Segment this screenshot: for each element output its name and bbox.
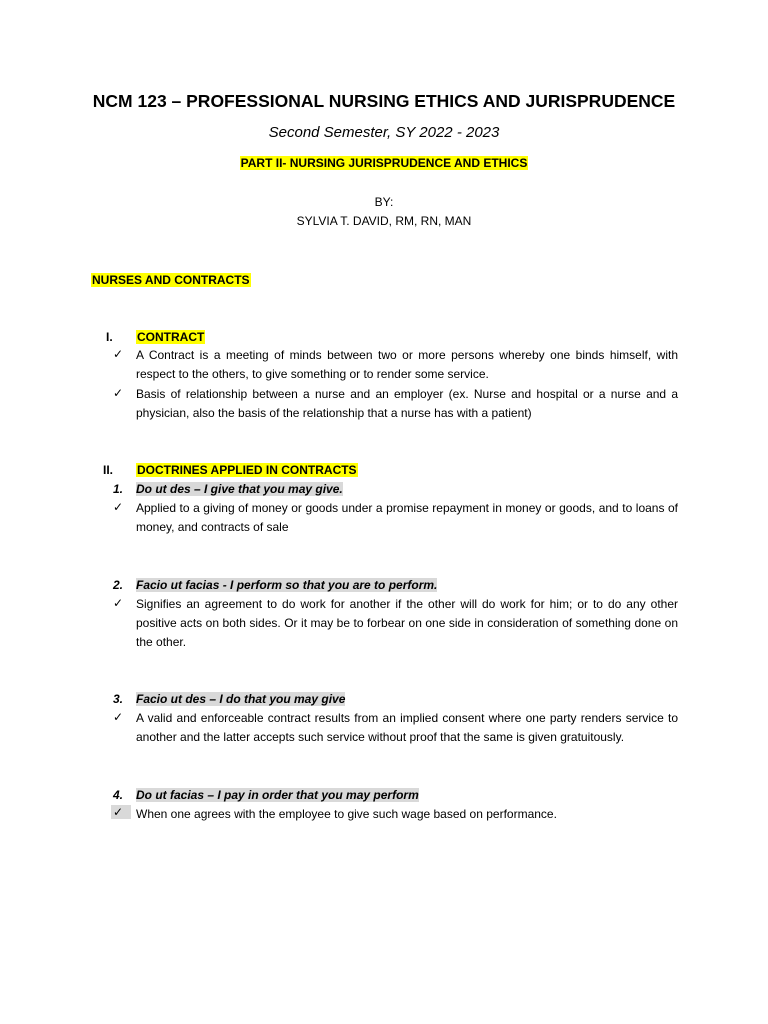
- doctrine-title-1: [136, 480, 343, 499]
- contract-numeral: I.: [106, 330, 113, 344]
- doctrine-text-1: Applied to a giving of money or goods under a promise repayment in money or goods, and to loans of money, and contracts of sale: [136, 501, 678, 534]
- doctrine-title-2-text: Facio ut facias - I perform so that you are to perform.: [136, 578, 438, 592]
- check-icon: ✓: [113, 386, 124, 400]
- doctrines-heading: [136, 461, 358, 480]
- check-icon: ✓: [113, 500, 124, 514]
- doctrine-title-4: [136, 786, 419, 805]
- doctrines-heading-text: DOCTRINES APPLIED IN CONTRACTS: [137, 463, 357, 477]
- contract-bullet-2: Basis of relationship between a nurse and an employer (ex. Nurse and hospital or a nurse and a physician, also the basis of the relationship that a nurse has with a patient): [136, 387, 678, 420]
- doctrine-num-2: 2.: [113, 578, 124, 592]
- doctrine-title-4-text: Do ut facias – I pay in order that you may perform: [136, 788, 419, 802]
- doctrine-num-3: 3.: [113, 692, 124, 706]
- contract-heading-text: CONTRACT: [137, 330, 205, 344]
- doctrine-title-1-text: Do ut des – I give that you may give.: [136, 482, 343, 496]
- check-icon: ✓: [113, 710, 124, 724]
- section-heading-text: NURSES AND CONTRACTS: [92, 273, 250, 287]
- contract-heading: [136, 328, 205, 347]
- doctrine-title-3: [136, 690, 345, 709]
- check-icon: ✓: [111, 805, 131, 819]
- check-icon: ✓: [113, 596, 124, 610]
- check-icon: ✓: [113, 347, 124, 361]
- document-subtitle: Second Semester, SY 2022 - 2023: [268, 124, 500, 141]
- doctrine-title-2: [136, 576, 437, 595]
- part-heading: [0, 156, 768, 170]
- doctrine-title-3-text: Facio ut des – I do that you may give: [136, 692, 346, 706]
- contract-bullet-1: A Contract is a meeting of minds between two or more persons whereby one binds himself, with respect to the others, to give something or to render some service.: [136, 348, 678, 381]
- doctrines-numeral: II.: [103, 463, 114, 477]
- doctrine-text-3: A valid and enforceable contract results from an implied consent where one party renders service to another and the latter accepts such service without proof that the same is given gratuitously.: [136, 711, 678, 744]
- doctrine-text-4: When one agrees with the employee to give such wage based on performance.: [136, 807, 557, 821]
- doctrine-text-2: Signifies an agreement to do work for another if the other will do work for him; or to do any other positive acts on both sides. Or it may be to forbear on one side in consideration of something done on the other.: [136, 597, 678, 649]
- doctrine-num-1: 1.: [113, 482, 124, 496]
- by-label: BY:: [374, 195, 394, 209]
- section-heading: [91, 271, 251, 290]
- part-heading-text: PART II- NURSING JURISPRUDENCE AND ETHICS: [240, 156, 528, 170]
- document-title: NCM 123 – PROFESSIONAL NURSING ETHICS AND JURISPRUDENCE: [92, 91, 676, 111]
- author-line: SYLVIA T. DAVID, RM, RN, MAN: [296, 214, 472, 228]
- doctrine-num-4: 4.: [113, 788, 124, 802]
